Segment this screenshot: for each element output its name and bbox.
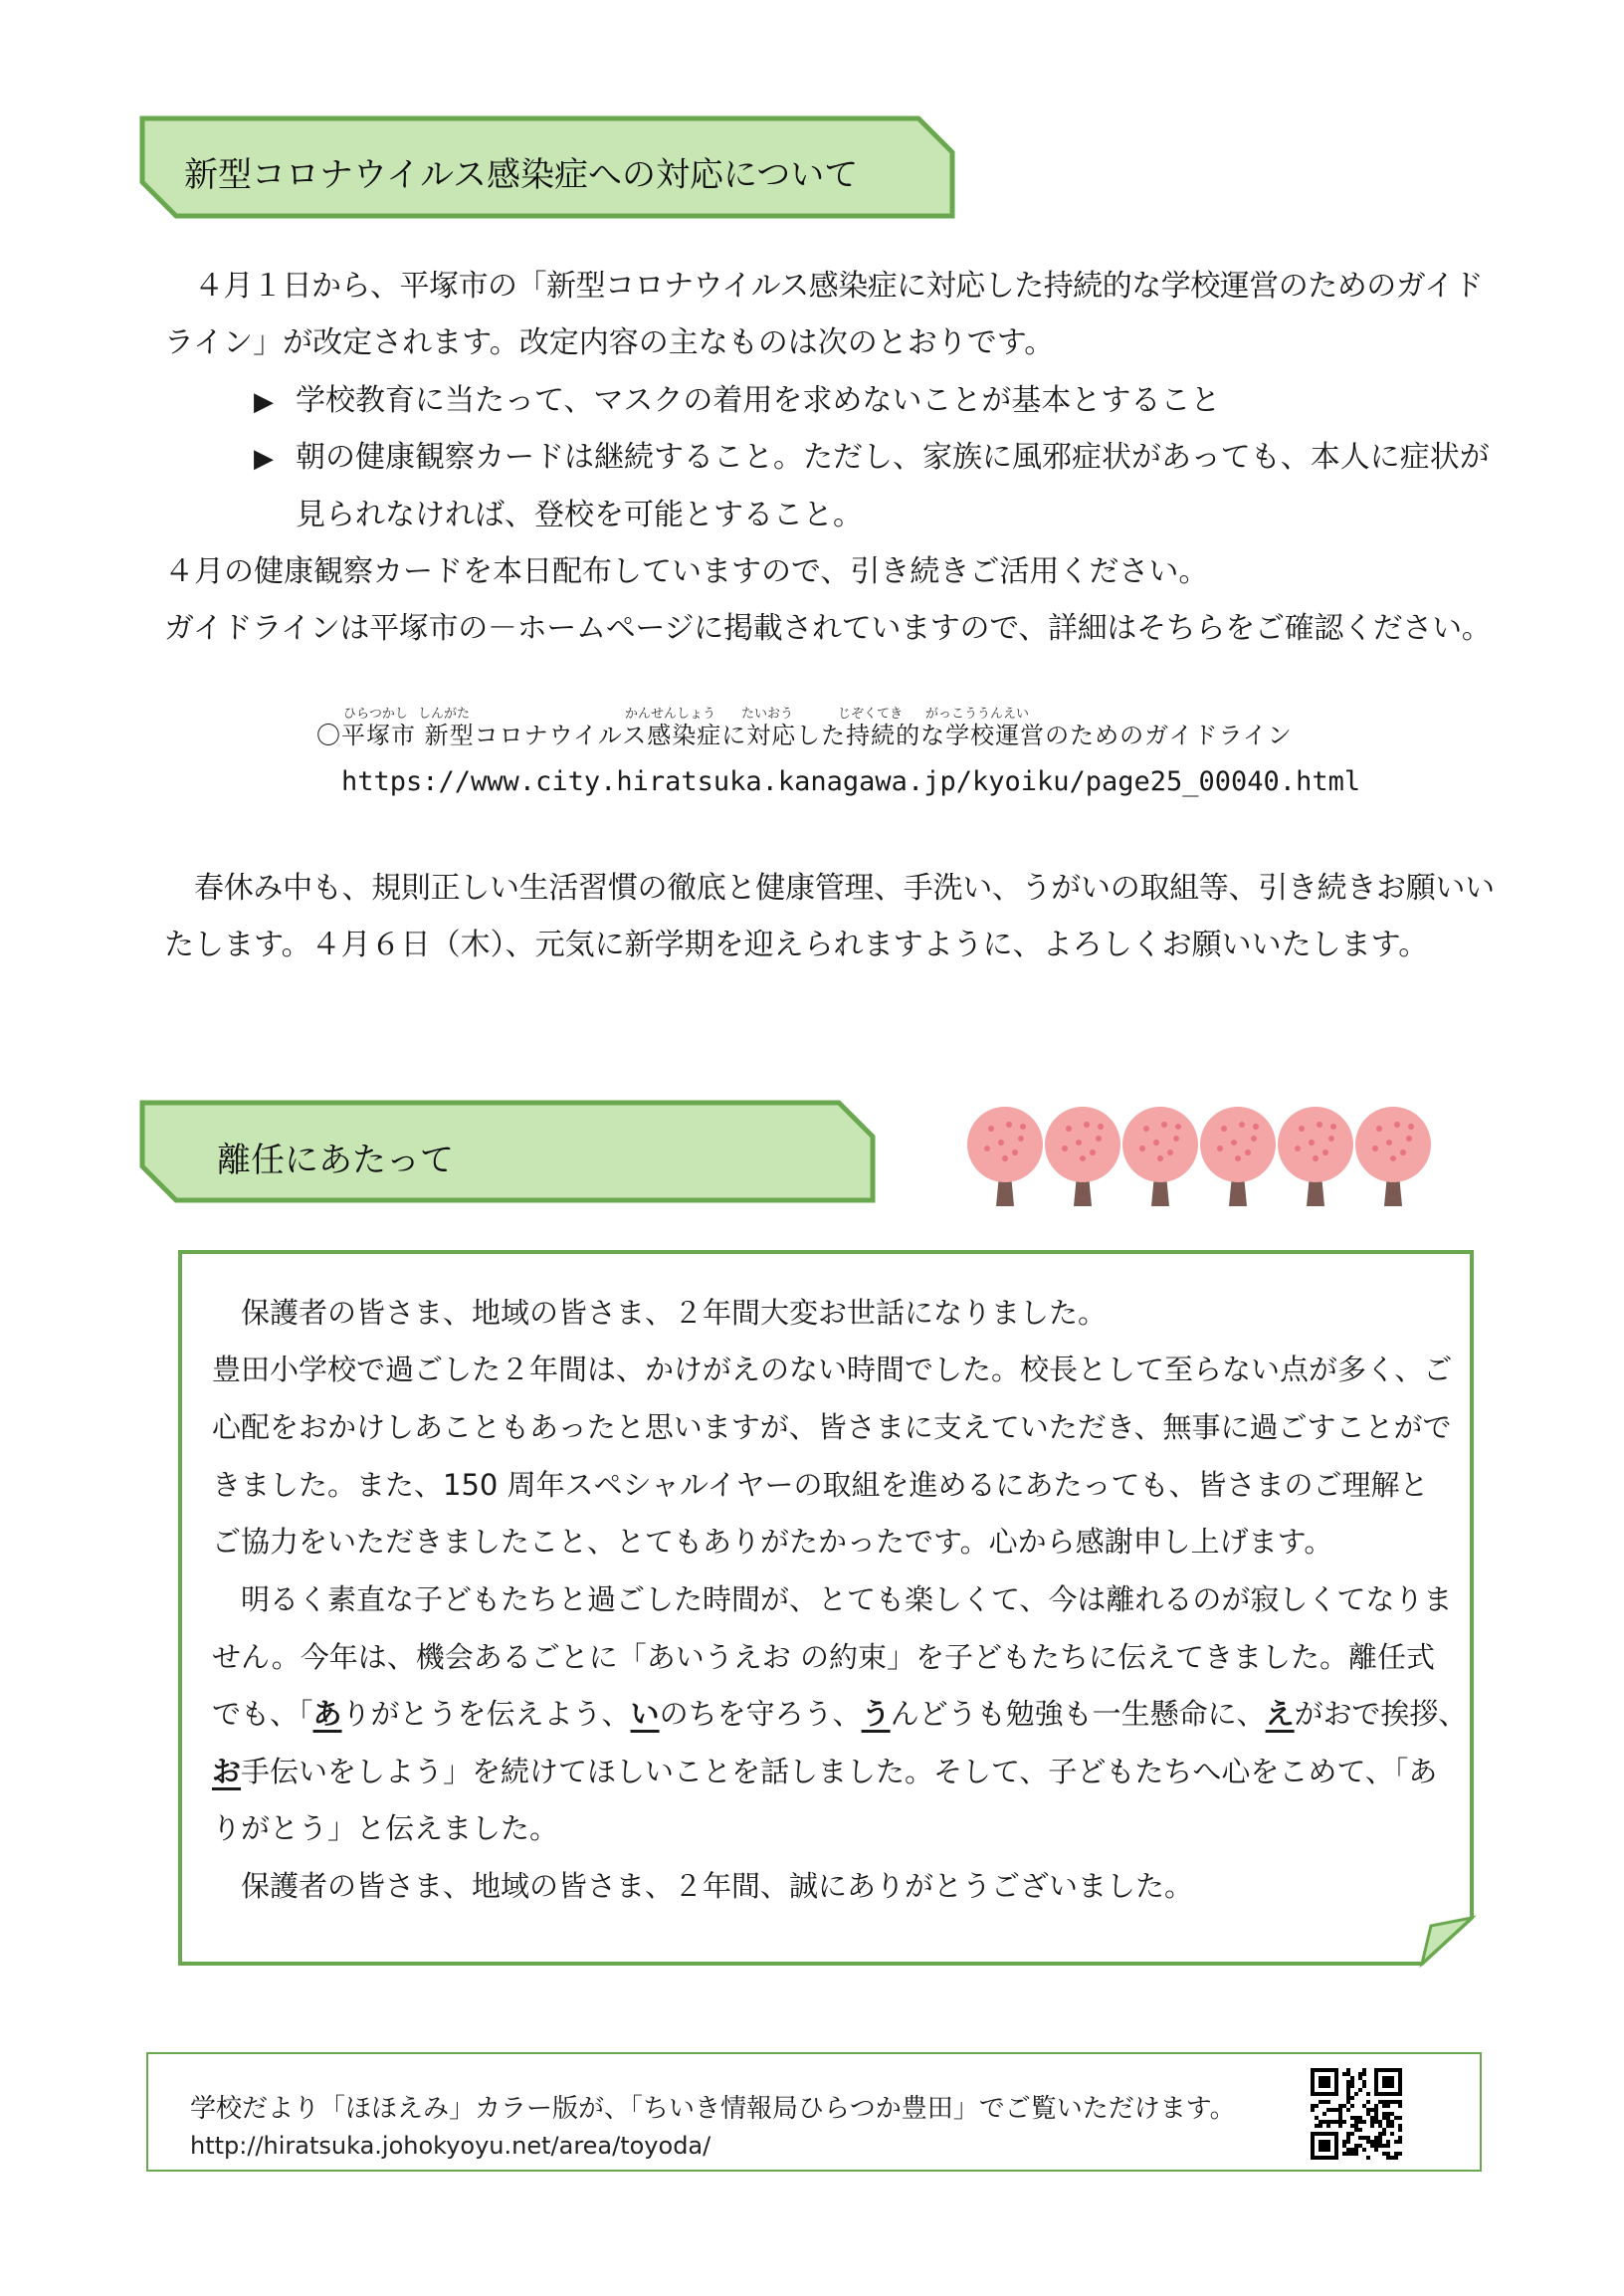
blossom-dot (1295, 1146, 1301, 1151)
qr-module (1382, 2128, 1386, 2132)
qr-module (1326, 2108, 1330, 2112)
qr-module (1398, 2140, 1402, 2144)
blossom-dot (1251, 1136, 1257, 1142)
blossom-dot (1328, 1136, 1334, 1142)
blossom-dot (984, 1146, 990, 1151)
qr-module (1390, 2124, 1394, 2128)
blossom-dot (998, 1140, 1004, 1146)
bullet-arrow-icon: ▶ (254, 387, 274, 417)
qr-module (1354, 2120, 1358, 2124)
blossom-dot (1330, 1124, 1336, 1130)
blossom-dot (1239, 1122, 1245, 1128)
farewell-line-8: でも、「ありがとうを伝えよう、いのちを守ろう、うんどうも勉強も一生懸命に、えがおで挨拶、 (212, 1697, 1468, 1731)
qr-module (1350, 2116, 1354, 2120)
qr-module (1366, 2108, 1370, 2112)
blossom-dot (1084, 1122, 1090, 1128)
qr-module (1326, 2100, 1330, 2104)
blossom-dot (1098, 1124, 1104, 1130)
qr-module (1346, 2136, 1350, 2140)
farewell-line-9: お手伝いをしよう」を続けてほしいことを話しました。そして、子どもたちへ心をこめて、「あ (212, 1755, 1438, 1788)
qr-module (1342, 2144, 1346, 2148)
section1-heading: 新型コロナウイルス感染症への対応について (184, 155, 859, 195)
qr-module (1386, 2104, 1390, 2108)
qr-module (1354, 2148, 1358, 2152)
qr-module (1350, 2104, 1354, 2108)
blossom-dot (1066, 1126, 1072, 1132)
underlined-char: い (630, 1697, 660, 1731)
tree-crown (1355, 1107, 1431, 1182)
qr-module (1338, 2108, 1342, 2112)
qr-module (1382, 2076, 1394, 2088)
qr-module (1386, 2120, 1390, 2124)
qr-module (1386, 2140, 1390, 2144)
qr-module (1342, 2104, 1346, 2108)
blossom-dot (1020, 1124, 1026, 1130)
blossom-dot (1400, 1149, 1406, 1155)
qr-module (1322, 2100, 1326, 2104)
qr-module (1390, 2112, 1394, 2116)
footer-url-link[interactable]: http://hiratsuka.johokyoyu.net/area/toyoda/ (190, 2132, 711, 2160)
qr-module (1311, 2108, 1315, 2112)
tree-crown (1278, 1107, 1353, 1182)
qr-module (1394, 2140, 1398, 2144)
tree-crown (1045, 1107, 1120, 1182)
qr-module (1378, 2132, 1382, 2136)
farewell-line-10: りがとう」と伝えました。 (212, 1811, 559, 1845)
qr-module (1378, 2140, 1382, 2144)
qr-module (1334, 2108, 1338, 2112)
blossom-dot (1062, 1146, 1068, 1151)
qr-module (1346, 2068, 1350, 2072)
qr-module (1374, 2108, 1378, 2112)
blossom-dot (1012, 1149, 1018, 1155)
blossom-dot (1002, 1155, 1008, 1161)
qr-module (1374, 2104, 1378, 2108)
qr-module (1378, 2124, 1382, 2128)
qr-module (1358, 2144, 1362, 2148)
qr-module (1358, 2120, 1362, 2124)
bullet-2-line-2: 見られなければ、登校を可能とすること。 (296, 498, 863, 532)
qr-module (1319, 2076, 1330, 2088)
qr-module (1374, 2116, 1378, 2120)
section2-heading: 離任にあたって (217, 1141, 454, 1180)
underlined-char: あ (312, 1697, 342, 1731)
qr-module (1319, 2124, 1322, 2128)
tree-crown (1200, 1107, 1276, 1182)
qr-module (1366, 2156, 1370, 2160)
qr-module (1338, 2116, 1342, 2120)
qr-code-icon[interactable] (1311, 2068, 1402, 2160)
qr-module (1398, 2152, 1402, 2156)
qr-module (1342, 2120, 1346, 2124)
blossom-dot (1167, 1149, 1173, 1155)
blossom-dot (1221, 1126, 1227, 1132)
qr-module (1338, 2120, 1342, 2124)
qr-module (1350, 2148, 1354, 2152)
qr-module (1354, 2116, 1358, 2120)
qr-module (1394, 2116, 1398, 2120)
farewell-line-1: 保護者の皆さま、地域の皆さま、２年間大変お世話になりました。 (241, 1296, 1108, 1330)
ruby-gakkouunei: がっこううんえい (925, 707, 1030, 722)
footer-box (146, 2052, 1482, 2172)
bullet-2-line-1: 朝の健康観察カードは継続すること。ただし、家族に風邪症状があっても、本人に症状が (296, 440, 1490, 475)
qr-module (1346, 2100, 1350, 2104)
qr-module (1382, 2116, 1386, 2120)
note-2: ガイドラインは平塚市の－ホームページに掲載されていますので、詳細はそちらをご確認ください。 (164, 611, 1492, 646)
ruby-hiratsukashi: ひらつかし (343, 707, 408, 722)
qr-module (1319, 2120, 1322, 2124)
underlined-char: え (1265, 1697, 1295, 1731)
qr-module (1362, 2148, 1366, 2152)
qr-module (1350, 2084, 1354, 2088)
qr-module (1362, 2080, 1366, 2084)
qr-module (1322, 2112, 1326, 2116)
qr-module (1362, 2136, 1366, 2140)
qr-module (1382, 2152, 1386, 2156)
qr-module (1326, 2120, 1330, 2124)
cherry-trees-illustration (960, 1100, 1438, 1209)
blossom-dot (1217, 1146, 1223, 1151)
qr-module (1319, 2100, 1322, 2104)
blossom-dot (1153, 1140, 1159, 1146)
farewell-line-11: 保護者の皆さま、地域の皆さま、２年間、誠にありがとうございました。 (241, 1869, 1194, 1903)
qr-module (1386, 2124, 1390, 2128)
blossom-dot (1372, 1146, 1378, 1151)
qr-module (1366, 2140, 1370, 2144)
blossom-dot (1317, 1122, 1322, 1128)
qr-module (1390, 2156, 1394, 2160)
blossom-dot (1143, 1126, 1149, 1132)
note-1: ４月の健康観察カードを本日配布していますので、引き続きご活用ください。 (164, 554, 1209, 589)
farewell-line-3: 心配をおかけしあこともあったと思いますが、皆さまに支えていただき、無事に過ごすことがで (212, 1410, 1452, 1444)
qr-module (1346, 2108, 1350, 2112)
bullet-arrow-icon: ▶ (254, 444, 274, 474)
qr-module (1382, 2104, 1386, 2108)
intro-line-2: ライン」が改定されます。改定内容の主なものは次のとおりです。 (164, 325, 1055, 360)
blossom-dot (1394, 1122, 1400, 1128)
qr-module (1346, 2148, 1350, 2152)
blossom-dot (1309, 1140, 1315, 1146)
blossom-dot (1157, 1155, 1163, 1161)
blossom-dot (1161, 1122, 1167, 1128)
qr-module (1386, 2112, 1390, 2116)
qr-module (1346, 2080, 1350, 2084)
qr-module (1338, 2112, 1342, 2116)
blossom-dot (1139, 1146, 1145, 1151)
blossom-dot (1090, 1149, 1096, 1155)
qr-module (1378, 2120, 1382, 2124)
qr-module (1390, 2100, 1394, 2104)
qr-module (1386, 2100, 1390, 2104)
farewell-line-4: きました。また、150 周年スペシャルイヤーの取組を進めるにあたっても、皆さまのご理解と (212, 1468, 1429, 1502)
qr-module (1354, 2152, 1358, 2156)
qr-module (1390, 2132, 1394, 2136)
blossom-dot (1096, 1136, 1102, 1142)
qr-module (1346, 2132, 1350, 2136)
qr-module (1350, 2080, 1354, 2084)
closing-line-2: たします。４月６日（木）、元気に新学期を迎えられますように、よろしくお願いいたします。 (164, 928, 1429, 962)
qr-module (1322, 2120, 1326, 2124)
blossom-dot (1313, 1155, 1319, 1161)
qr-module (1378, 2144, 1382, 2148)
qr-module (1338, 2104, 1342, 2108)
qr-module (1326, 2124, 1330, 2128)
qr-module (1338, 2124, 1342, 2128)
qr-module (1370, 2144, 1374, 2148)
qr-module (1378, 2136, 1382, 2140)
qr-module (1362, 2068, 1366, 2072)
qr-module (1346, 2096, 1350, 2100)
blossom-dot (988, 1126, 994, 1132)
qr-module (1394, 2156, 1398, 2160)
footer-notice: 学校だより「ほほえみ」カラー版が、「ちいき情報局ひらつか豊田」でご覧いただけます。 (190, 2094, 1236, 2124)
qr-module (1378, 2100, 1382, 2104)
blossom-dot (1175, 1124, 1181, 1130)
bullet-1: 学校教育に当たって、マスクの着用を求めないことが基本とすること (296, 383, 1221, 418)
qr-module (1390, 2120, 1394, 2124)
qr-module (1398, 2124, 1402, 2128)
qr-module (1342, 2152, 1346, 2156)
underlined-char: お (212, 1755, 242, 1788)
ruby-kansensho: かんせんしょう (625, 707, 716, 722)
qr-module (1358, 2072, 1362, 2076)
blossom-dot (1322, 1149, 1328, 1155)
farewell-line-6: 明るく素直な子どもたちと過ごした時間が、とても楽しくて、今は離れるのが寂しくてなりま (241, 1582, 1453, 1616)
qr-module (1398, 2136, 1402, 2140)
blossom-dot (1006, 1122, 1012, 1128)
qr-module (1346, 2092, 1350, 2096)
closing-line-1: 春休み中も、規則正しい生活習慣の徹底と健康管理、手洗い、うがいの取組等、引き続きお願いい (194, 871, 1495, 906)
qr-module (1370, 2120, 1374, 2124)
qr-module (1374, 2136, 1378, 2140)
farewell-line-2: 豊田小学校で過ごした２年間は、かけがえのない時間でした。校長として至らない点が多く、ご (212, 1353, 1453, 1386)
qr-module (1315, 2116, 1319, 2120)
ruby-jizokuteki: じぞくてき (838, 707, 904, 722)
qr-module (1346, 2152, 1350, 2156)
underlined-char: う (861, 1697, 891, 1731)
qr-module (1362, 2072, 1366, 2076)
qr-module (1350, 2096, 1354, 2100)
qr-module (1398, 2100, 1402, 2104)
qr-module (1350, 2076, 1354, 2080)
qr-module (1370, 2116, 1374, 2120)
blossom-dot (1080, 1155, 1086, 1161)
qr-module (1358, 2116, 1362, 2120)
blossom-dot (1406, 1136, 1412, 1142)
qr-module (1374, 2148, 1378, 2152)
qr-module (1358, 2136, 1362, 2140)
blossom-dot (1231, 1140, 1237, 1146)
blossom-dot (1376, 1126, 1382, 1132)
qr-module (1358, 2088, 1362, 2092)
qr-module (1398, 2116, 1402, 2120)
blossom-dot (1173, 1136, 1179, 1142)
qr-module (1382, 2144, 1386, 2148)
guideline-link-url[interactable]: https://www.city.hiratsuka.kanagawa.jp/kyoiku/page25_00040.html (341, 766, 1361, 797)
blossom-dot (1390, 1155, 1396, 1161)
qr-module (1366, 2092, 1370, 2096)
qr-module (1374, 2120, 1378, 2124)
qr-module (1398, 2104, 1402, 2108)
qr-module (1358, 2076, 1362, 2080)
qr-module (1382, 2132, 1386, 2136)
qr-module (1315, 2104, 1319, 2108)
qr-module (1354, 2124, 1358, 2128)
qr-module (1330, 2120, 1334, 2124)
qr-module (1362, 2084, 1366, 2088)
blossom-dot (1408, 1124, 1414, 1130)
qr-module (1370, 2140, 1374, 2144)
qr-module (1330, 2108, 1334, 2112)
qr-module (1394, 2152, 1398, 2156)
qr-module (1346, 2084, 1350, 2088)
blossom-dot (1253, 1124, 1259, 1130)
qr-module (1374, 2144, 1378, 2148)
qr-module (1362, 2104, 1366, 2108)
qr-module (1315, 2124, 1319, 2128)
blossom-dot (1245, 1149, 1251, 1155)
ruby-shingata: しんがた (418, 707, 471, 722)
qr-module (1346, 2088, 1350, 2092)
qr-module (1394, 2100, 1398, 2104)
qr-module (1350, 2124, 1354, 2128)
intro-line-1: ４月１日から、平塚市の「新型コロナウイルス感染症に対応した持続的な学校運営のためのガイド (194, 269, 1484, 304)
qr-module (1386, 2152, 1390, 2156)
qr-module (1311, 2104, 1315, 2108)
blossom-dot (1018, 1136, 1024, 1142)
guideline-link-title: 〇平塚市 新型コロナウイルス感染症に対応した持続的な学校運営のためのガイドライン (316, 722, 1293, 749)
qr-module (1370, 2124, 1374, 2128)
qr-module (1354, 2092, 1358, 2096)
qr-module (1350, 2132, 1354, 2136)
blossom-dot (1076, 1140, 1082, 1146)
qr-module (1366, 2136, 1370, 2140)
qr-module (1354, 2144, 1358, 2148)
qr-module (1342, 2072, 1346, 2076)
qr-module (1382, 2112, 1386, 2116)
qr-module (1350, 2152, 1354, 2156)
qr-module (1346, 2072, 1350, 2076)
qr-module (1386, 2156, 1390, 2160)
qr-module (1362, 2120, 1366, 2124)
tree-crown (967, 1107, 1043, 1182)
qr-module (1366, 2112, 1370, 2116)
tree-crown (1122, 1107, 1198, 1182)
qr-module (1374, 2140, 1378, 2144)
qr-module (1346, 2140, 1350, 2144)
qr-module (1370, 2108, 1374, 2112)
farewell-line-7: せん。今年は、機会あるごとに「あいうえお の約束」を子どもたちに伝えてきました。離任式 (212, 1640, 1435, 1674)
blossom-dot (1235, 1155, 1241, 1161)
ruby-taio: たいおう (741, 707, 794, 722)
qr-module (1358, 2128, 1362, 2132)
qr-module (1319, 2140, 1330, 2152)
blossom-dot (1386, 1140, 1392, 1146)
blossom-dot (1299, 1126, 1305, 1132)
qr-module (1354, 2128, 1358, 2132)
qr-module (1366, 2100, 1370, 2104)
qr-module (1386, 2144, 1390, 2148)
qr-module (1334, 2120, 1338, 2124)
farewell-line-5: ご協力をいただきましたこと、とてもありがたかったです。心から感謝申し上げます。 (212, 1525, 1333, 1559)
qr-module (1382, 2100, 1386, 2104)
qr-module (1374, 2112, 1378, 2116)
qr-module (1398, 2128, 1402, 2132)
qr-module (1386, 2116, 1390, 2120)
qr-module (1342, 2140, 1346, 2144)
